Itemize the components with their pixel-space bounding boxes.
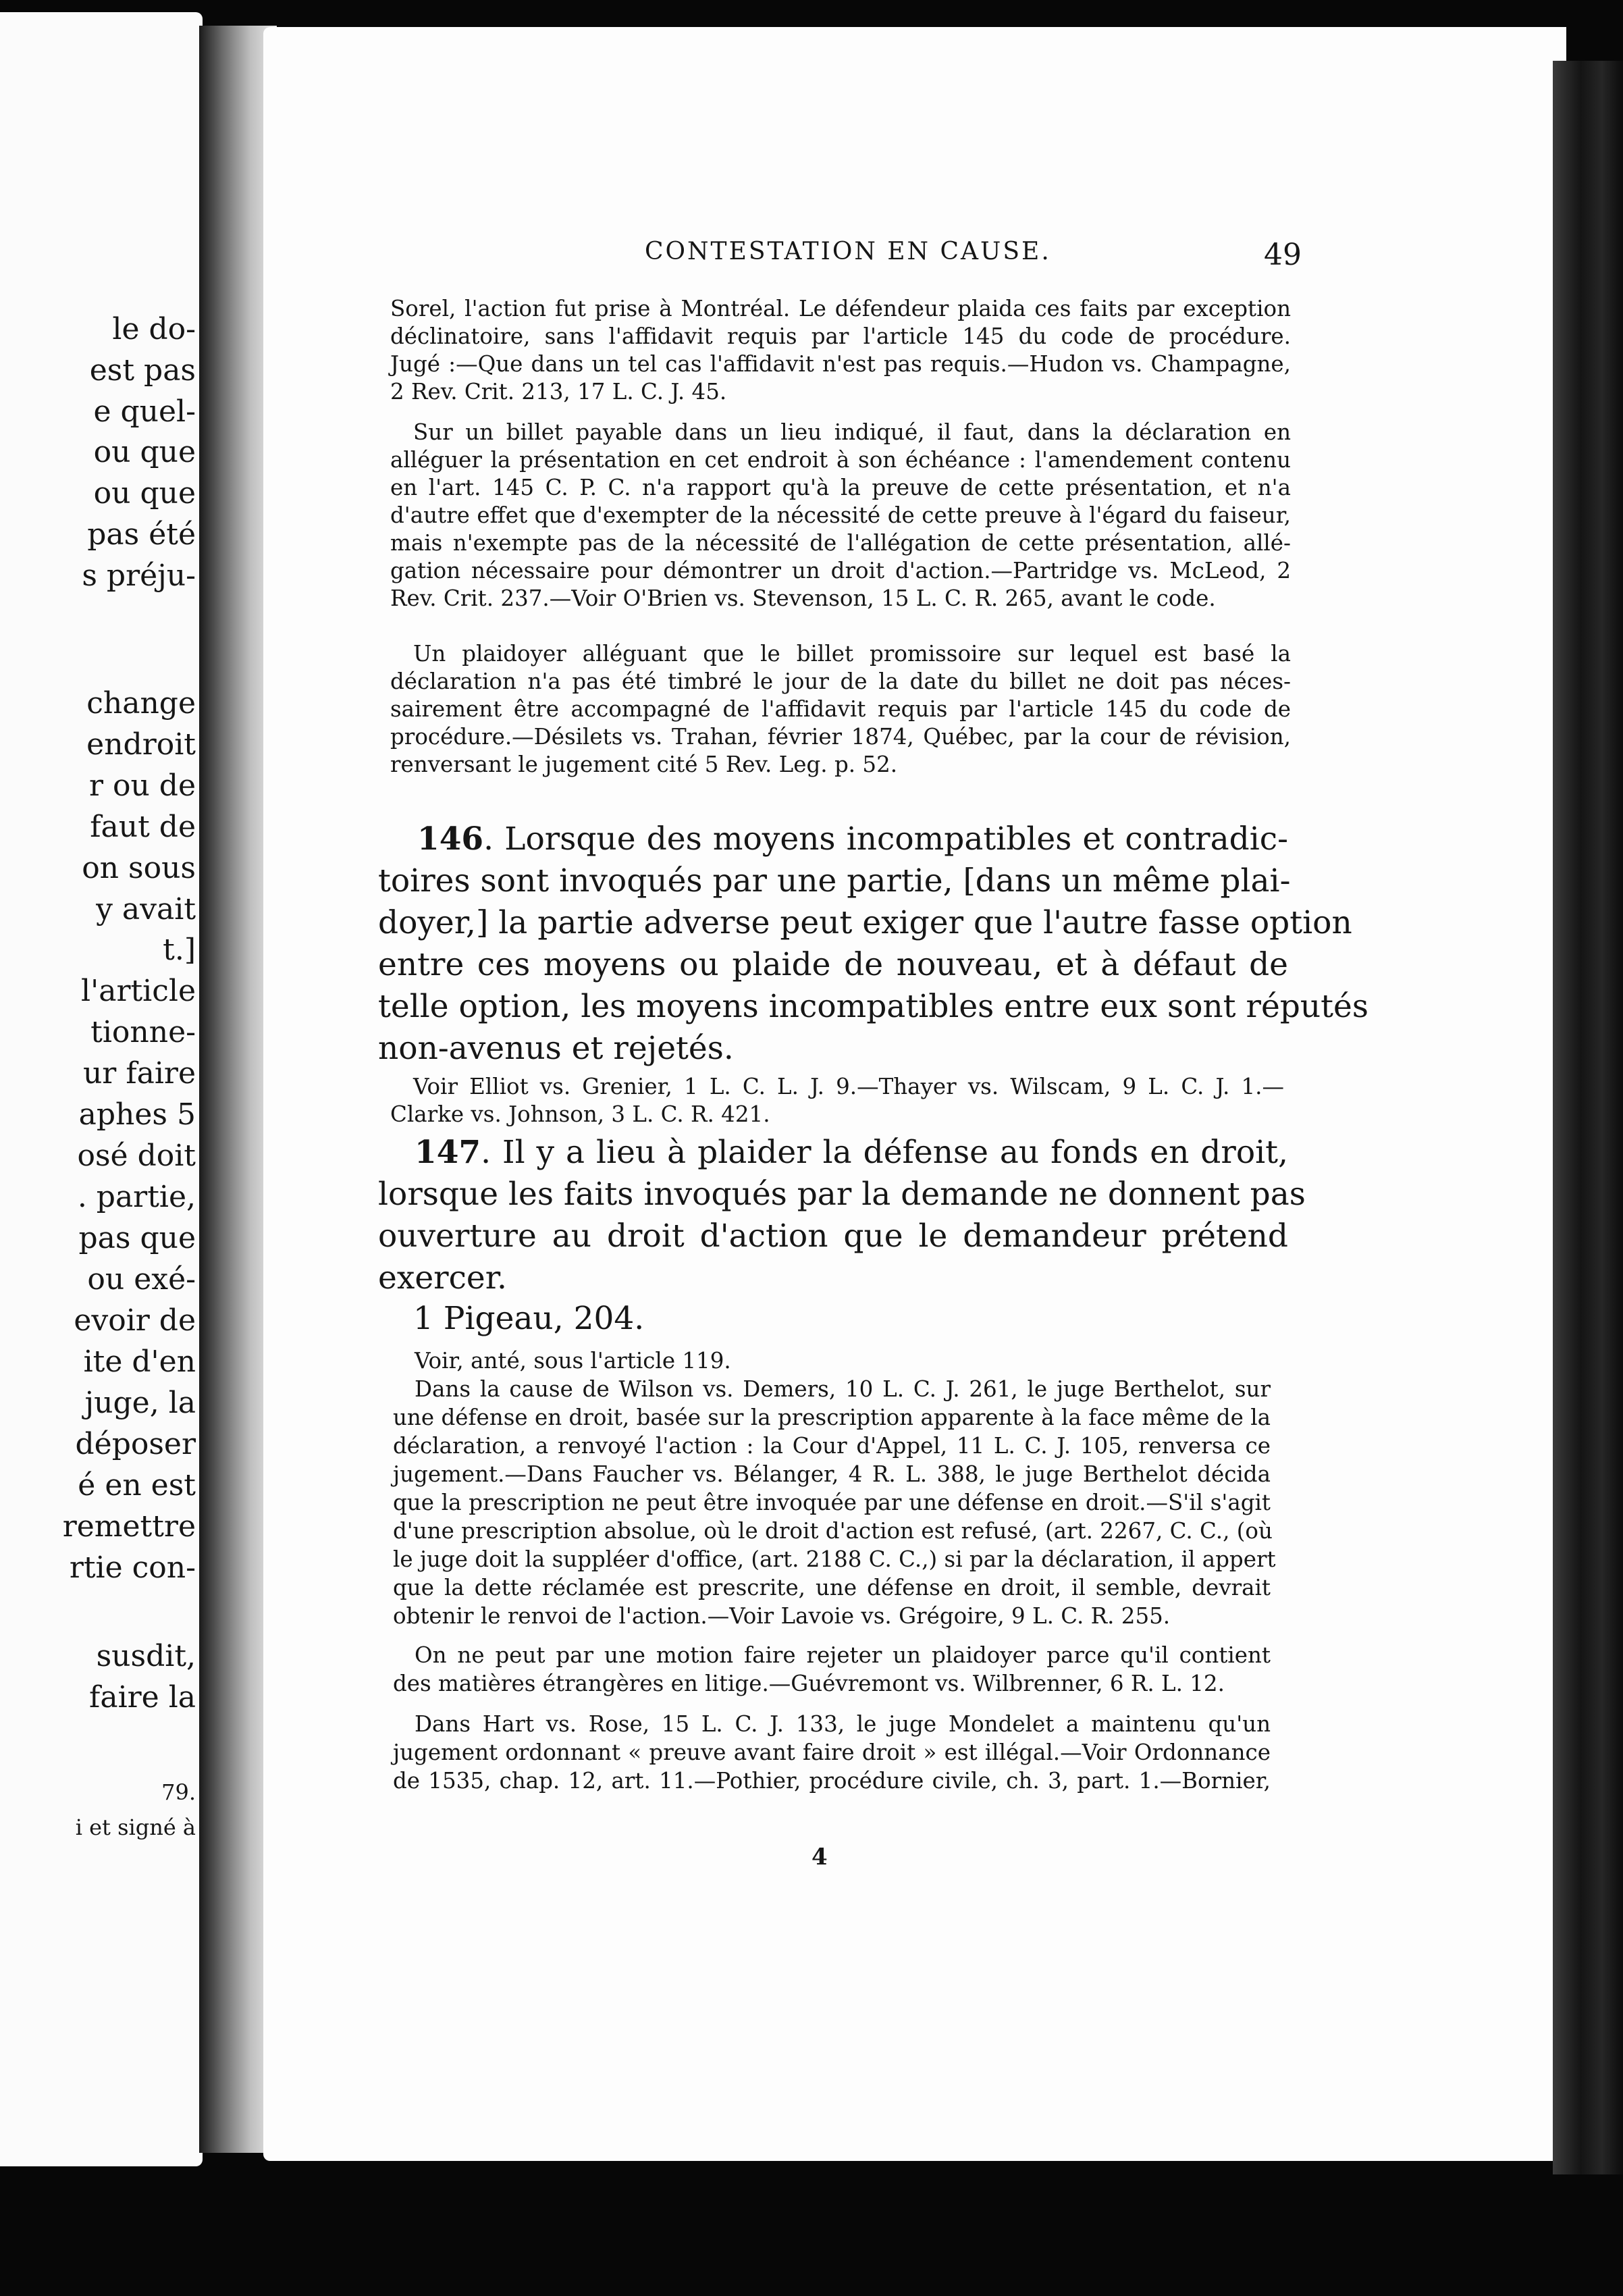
left-fragment: ou exé-	[87, 1262, 196, 1297]
left-fragment: . partie,	[77, 1180, 196, 1214]
note-line: gation nécessaire pour démontrer un droit d'action.—Partridge vs. McLeod, 2	[390, 558, 1291, 583]
note-line: Un plaidoyer alléguant que le billet promissoire sur lequel est basé la	[413, 641, 1291, 667]
left-fragment: le do-	[112, 312, 196, 346]
article-147-line: ouverture au droit d'action que le demandeur prétend	[378, 1218, 1288, 1255]
article-146-line: non-avenus et rejetés.	[378, 1030, 734, 1067]
left-fragment: l'article	[81, 974, 196, 1008]
article-146-line: 146. Lorsque des moyens incompatibles et contradic-	[417, 820, 1288, 858]
article-147-line: lorsque les faits invoqués par la demande ne donnent pas	[378, 1176, 1306, 1213]
note-line: des matières étrangères en litige.—Guévremont vs. Wilbrenner, 6 R. L. 12.	[393, 1671, 1225, 1696]
signature-mark: 4	[812, 1844, 828, 1871]
left-fragment: juge, la	[84, 1386, 196, 1420]
left-facing-page	[0, 12, 203, 2166]
left-fragment: t.]	[163, 933, 196, 967]
note-line: déclinatoire, sans l'affidavit requis par l'article 145 du code de procédure.	[390, 323, 1291, 349]
left-fragment: tionne-	[90, 1015, 196, 1049]
note-line: de 1535, chap. 12, art. 11.—Pothier, procédure civile, ch. 3, part. 1.—Bornier,	[393, 1768, 1271, 1794]
left-fragment: rtie con-	[69, 1550, 196, 1585]
left-fragment: pas été	[87, 517, 196, 552]
note-line: renversant le jugement cité 5 Rev. Leg. p. 52.	[390, 752, 898, 777]
left-fragment: i et signé à	[75, 1815, 196, 1840]
note-line: sairement être accompagné de l'affidavit requis par l'article 145 du code de	[390, 696, 1291, 722]
article-147-line: 147. Il y a lieu à plaider la défense au fonds en droit,	[415, 1134, 1288, 1171]
article-147-number: 147	[415, 1134, 481, 1171]
note-line: d'une prescription absolue, où le droit d'action est refusé, (art. 2267, C. C., (où	[393, 1518, 1273, 1544]
note-line: Voir, anté, sous l'article 119.	[415, 1348, 731, 1374]
left-fragment: r ou de	[88, 768, 196, 803]
left-fragment: change	[86, 686, 196, 721]
note-line: alléguer la présentation en cet endroit à son échéance : l'amendement contenu	[390, 447, 1291, 473]
left-fragment: é en est	[78, 1468, 196, 1503]
note-line: le juge doit la suppléer d'office, (art. 2188 C. C.,) si par la déclaration, il appert	[393, 1546, 1276, 1572]
note-line: jugement.—Dans Faucher vs. Bélanger, 4 R. L. 388, le juge Berthelot décida	[393, 1461, 1271, 1487]
note-line: que la dette réclamée est prescrite, une défense en droit, il semble, devrait	[393, 1575, 1271, 1600]
note-line: procédure.—Désilets vs. Trahan, février 1874, Québec, par la cour de révision,	[390, 724, 1291, 750]
note-line: jugement ordonnant « preuve avant faire droit » est illégal.—Voir Ordonnance	[393, 1740, 1271, 1765]
article-146-number: 146	[417, 820, 484, 858]
article-146-note: Voir Elliot vs. Grenier, 1 L. C. L. J. 9.—Thayer vs. Wilscam, 9 L. C. J. 1.—	[413, 1074, 1284, 1099]
left-fragment: s préju-	[82, 558, 196, 593]
note-line: 2 Rev. Crit. 213, 17 L. C. J. 45.	[390, 379, 727, 405]
left-fragment: ou que	[93, 435, 196, 469]
note-line: une défense en droit, basée sur la prescription apparente à la face même de la	[393, 1405, 1271, 1430]
left-fragment: remettre	[62, 1509, 196, 1544]
note-line: déclaration n'a pas été timbré le jour de la date du billet ne doit pas néces-	[390, 669, 1291, 694]
left-fragment: e quel-	[93, 394, 196, 429]
article-146-line: entre ces moyens ou plaide de nouveau, et à défaut de	[378, 946, 1288, 983]
left-fragment: ou que	[93, 476, 196, 511]
left-fragment: aphes 5	[78, 1097, 196, 1132]
note-line: Jugé :—Que dans un tel cas l'affidavit n'est pas requis.—Hudon vs. Champagne,	[390, 351, 1291, 377]
article-146-line: telle option, les moyens incompatibles entre eux sont réputés	[378, 988, 1368, 1025]
left-fragment: pas que	[78, 1221, 196, 1255]
article-147-line: exercer.	[378, 1259, 507, 1297]
left-fragment: evoir de	[74, 1303, 196, 1338]
note-line: en l'art. 145 C. P. C. n'a rapport qu'à la preuve de cette présentation, et n'a	[390, 475, 1291, 500]
left-fragment: osé doit	[77, 1139, 196, 1173]
left-fragment: endroit	[86, 727, 196, 762]
left-fragment: on sous	[82, 851, 196, 885]
note-line: Sorel, l'action fut prise à Montréal. Le défendeur plaida ces faits par exception	[390, 296, 1291, 321]
article-146-line: doyer,] la partie adverse peut exiger que l'autre fasse option	[378, 904, 1352, 941]
left-fragment: est pas	[89, 353, 196, 388]
left-fragment: déposer	[75, 1427, 196, 1461]
note-line: d'autre effet que d'exempter de la nécessité de cette preuve à l'égard du faiseur,	[390, 502, 1291, 528]
note-line: On ne peut par une motion faire rejeter un plaidoyer parce qu'il contient	[415, 1642, 1271, 1668]
left-fragment: ite d'en	[83, 1345, 196, 1379]
note-line: Dans Hart vs. Rose, 15 L. C. J. 133, le juge Mondelet a maintenu qu'un	[415, 1711, 1271, 1737]
left-fragment: y avait	[96, 892, 196, 927]
page-number: 49	[1264, 238, 1302, 272]
note-line: déclaration, a renvoyé l'action : la Cour d'Appel, 11 L. C. J. 105, renversa ce	[393, 1433, 1271, 1459]
left-fragment: faut de	[90, 810, 196, 844]
running-head: CONTESTATION EN CAUSE.	[645, 238, 1051, 265]
note-line: Rev. Crit. 237.—Voir O'Brien vs. Stevenson, 15 L. C. R. 265, avant le code.	[390, 585, 1216, 611]
article-146-line: toires sont invoqués par une partie, [dans un même plai-	[378, 862, 1291, 899]
left-fragment: 79.	[161, 1779, 196, 1805]
note-line: que la prescription ne peut être invoquée par une défense en droit.—S'il s'agit	[393, 1490, 1271, 1515]
note-line: obtenir le renvoi de l'action.—Voir Lavoie vs. Grégoire, 9 L. C. R. 255.	[393, 1603, 1171, 1629]
left-fragment: faire la	[89, 1680, 196, 1715]
article-146-note: Clarke vs. Johnson, 3 L. C. R. 421.	[390, 1101, 770, 1127]
left-fragment: ur faire	[82, 1056, 196, 1091]
note-line: Sur un billet payable dans un lieu indiqué, il faut, dans la déclaration en	[413, 419, 1291, 445]
note-line: Dans la cause de Wilson vs. Demers, 10 L. C. J. 261, le juge Berthelot, sur	[415, 1376, 1271, 1402]
note-line: mais n'exempte pas de la nécessité de l'allégation de cette présentation, allé-	[390, 530, 1291, 556]
left-fragment: susdit,	[96, 1639, 196, 1673]
book-binding-edge	[1553, 61, 1623, 2174]
article-147-reference: 1 Pigeau, 204.	[413, 1300, 645, 1337]
